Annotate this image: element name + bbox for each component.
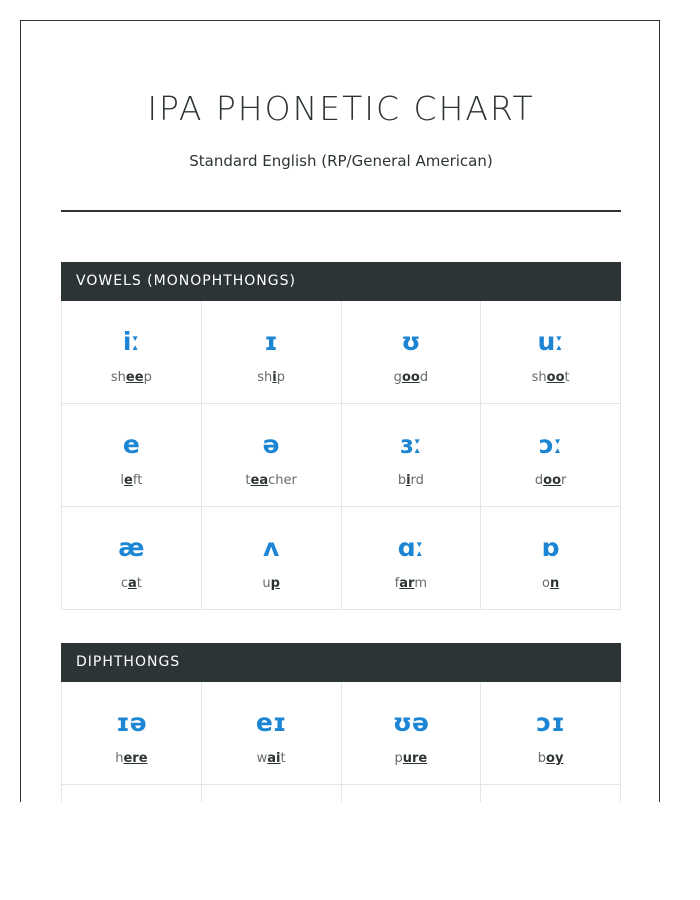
example-word: cat — [120, 576, 142, 591]
example-word: good — [393, 370, 429, 385]
phoneme-cell — [481, 682, 621, 785]
phoneme-cell — [342, 301, 482, 404]
ipa-symbol: ɔː — [539, 430, 563, 459]
example-word: bird — [397, 473, 424, 488]
highlighted-letters: oy — [546, 751, 564, 766]
ipa-symbol: ə — [262, 430, 280, 459]
section-header: VOWELS (MONOPHTHONGS) — [61, 262, 621, 301]
page-title: IPA PHONETIC CHART — [147, 89, 535, 128]
highlighted-letters: a — [128, 576, 137, 591]
phoneme-cell — [202, 507, 342, 610]
phoneme-cell — [481, 404, 621, 507]
example-word: left — [120, 473, 143, 488]
chart-page — [20, 20, 660, 802]
page-subtitle: Standard English (RP/General American) — [189, 152, 493, 170]
example-word: sheep — [110, 370, 152, 385]
example-word: teacher — [245, 473, 297, 488]
ipa-symbol: eɪ — [255, 708, 287, 737]
section-diphthongs — [61, 643, 621, 802]
title-divider — [61, 210, 621, 212]
ipa-symbol: ʊə — [392, 708, 430, 737]
ipa-symbol: ʊ — [401, 327, 421, 356]
ipa-symbol: iː — [122, 327, 140, 356]
phoneme-cell — [342, 682, 482, 785]
ipa-symbol: ɪə — [116, 708, 147, 737]
example-word: pure — [394, 751, 428, 766]
phoneme-cell — [202, 301, 342, 404]
highlighted-letters: ee — [125, 370, 144, 385]
highlighted-letters: ere — [123, 751, 148, 766]
phoneme-cell-empty — [62, 785, 202, 802]
highlighted-letters: p — [270, 576, 280, 591]
example-word: here — [115, 751, 148, 766]
ipa-symbol: ɜː — [399, 430, 422, 459]
phoneme-cell — [342, 507, 482, 610]
section-header: DIPHTHONGS — [61, 643, 621, 682]
phoneme-grid — [61, 682, 621, 802]
highlighted-letters: ea — [250, 473, 269, 488]
ipa-symbol: e — [122, 430, 140, 459]
ipa-symbol: ɔɪ — [536, 708, 565, 737]
highlighted-letters: oo — [546, 370, 565, 385]
highlighted-letters: oo — [401, 370, 420, 385]
example-word: on — [542, 576, 560, 591]
example-word: ship — [257, 370, 285, 385]
phoneme-cell — [202, 404, 342, 507]
example-word: up — [262, 576, 280, 591]
phoneme-cell — [62, 404, 202, 507]
example-word: boy — [537, 751, 564, 766]
phoneme-cell — [481, 507, 621, 610]
ipa-symbol: ɒ — [541, 533, 560, 562]
phoneme-cell-empty — [481, 785, 621, 802]
ipa-symbol: ɑː — [397, 533, 425, 562]
example-word: farm — [394, 576, 428, 591]
phoneme-cell-empty — [342, 785, 482, 802]
highlighted-letters: oo — [543, 473, 562, 488]
highlighted-letters: ar — [399, 576, 415, 591]
phoneme-cell-empty — [202, 785, 342, 802]
example-word: door — [534, 473, 567, 488]
highlighted-letters: ure — [402, 751, 428, 766]
phoneme-cell — [481, 301, 621, 404]
ipa-symbol: ʌ — [262, 533, 280, 562]
highlighted-letters: n — [549, 576, 560, 591]
ipa-symbol: uː — [537, 327, 564, 356]
highlighted-letters: e — [124, 473, 133, 488]
example-word: shoot — [531, 370, 570, 385]
phoneme-cell — [62, 507, 202, 610]
highlighted-letters: i — [272, 370, 277, 385]
section-vowels — [61, 262, 621, 610]
phoneme-grid — [61, 301, 621, 610]
phoneme-cell — [62, 682, 202, 785]
example-word: wait — [256, 751, 286, 766]
phoneme-cell — [62, 301, 202, 404]
highlighted-letters: ai — [267, 751, 281, 766]
ipa-symbol: ɪ — [264, 327, 278, 356]
highlighted-letters: i — [406, 473, 411, 488]
phoneme-cell — [202, 682, 342, 785]
phoneme-cell — [342, 404, 482, 507]
ipa-symbol: æ — [118, 533, 145, 562]
